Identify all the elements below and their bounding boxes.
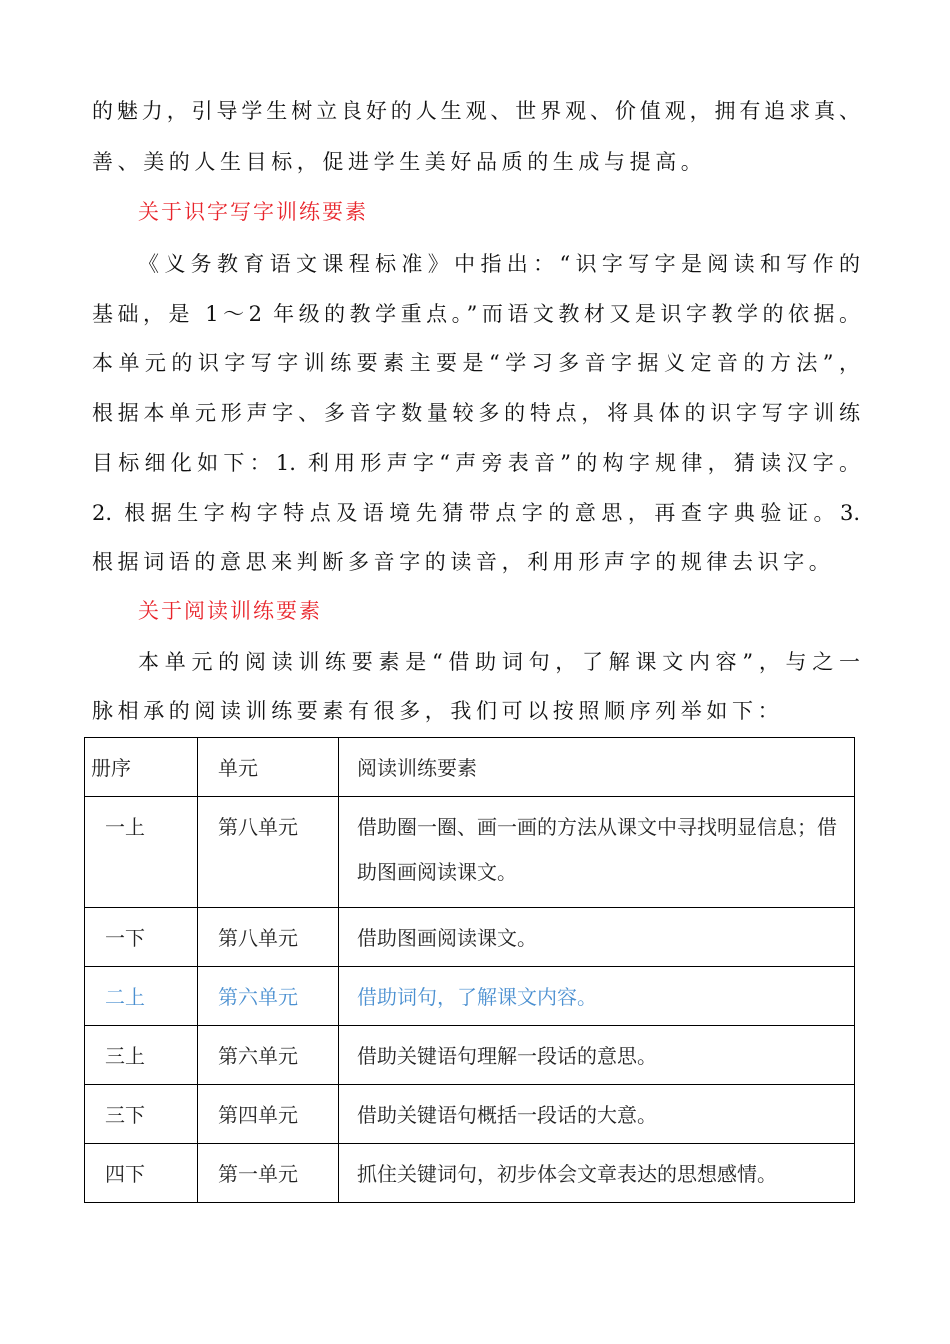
reading-elements-table <box>84 737 855 1203</box>
paragraph-line: 根据本单元形声字、多音字数量较多的特点，将具体的识字写字训练 <box>92 401 860 425</box>
paragraph-line: 《义务教育语文课程标准》中指出：“识字写字是阅读和写作的 <box>138 252 860 276</box>
table-row <box>85 1085 855 1144</box>
table-cell: 第八单元 <box>198 797 339 908</box>
table-row <box>85 797 855 908</box>
paragraph-line: 2. 根据生字构字特点及语境先猜带点字的意思，再查字典验证。3. <box>92 501 860 525</box>
table-cell: 第八单元 <box>198 908 339 967</box>
table-cell: 二上 <box>85 967 198 1026</box>
table-cell: 第六单元 <box>198 1026 339 1085</box>
table-cell: 三下 <box>85 1085 198 1144</box>
paragraph-line: 基础，是 1～2 年级的教学重点。”而语文教材又是识字教学的依据。 <box>92 302 860 326</box>
section-heading-reading: 关于阅读训练要素 <box>138 599 322 623</box>
table-header-cell: 阅读训练要素 <box>339 738 855 797</box>
table-cell: 四下 <box>85 1144 198 1203</box>
paragraph-line: 的魅力，引导学生树立良好的人生观、世界观、价值观，拥有追求真、 <box>92 99 860 123</box>
paragraph-line: 本单元的阅读训练要素是“借助词句，了解课文内容”，与之一 <box>138 650 860 674</box>
table-header-cell: 册序 <box>85 738 198 797</box>
table-cell: 三上 <box>85 1026 198 1085</box>
section-heading-literacy: 关于识字写字训练要素 <box>138 200 368 224</box>
table-cell: 抓住关键词句，初步体会文章表达的思想感情。 <box>339 1144 855 1203</box>
paragraph-line: 善、美的人生目标，促进学生美好品质的生成与提高。 <box>92 150 707 174</box>
table-row <box>85 908 855 967</box>
paragraph-line: 脉相承的阅读训练要素有很多，我们可以按照顺序列举如下： <box>92 699 784 723</box>
table-cell: 借助关键语句概括一段话的大意。 <box>339 1085 855 1144</box>
table-row-highlighted <box>85 967 855 1026</box>
table-cell: 第一单元 <box>198 1144 339 1203</box>
table-cell: 借助词句，了解课文内容。 <box>339 967 855 1026</box>
table-cell: 借助图画阅读课文。 <box>339 908 855 967</box>
table-cell: 第六单元 <box>198 967 339 1026</box>
paragraph-line: 本单元的识字写字训练要素主要是“学习多音字据义定音的方法”， <box>92 351 860 375</box>
table-header-cell: 单元 <box>198 738 339 797</box>
table-cell: 借助圈一圈、画一画的方法从课文中寻找明显信息；借助图画阅读课文。 <box>339 797 855 908</box>
table-cell: 一上 <box>85 797 198 908</box>
table-cell: 第四单元 <box>198 1085 339 1144</box>
table-row <box>85 1026 855 1085</box>
table-row <box>85 1144 855 1203</box>
table-cell: 借助关键语句理解一段话的意思。 <box>339 1026 855 1085</box>
table-cell: 一下 <box>85 908 198 967</box>
paragraph-line: 根据词语的意思来判断多音字的读音，利用形声字的规律去识字。 <box>92 550 835 574</box>
table-header-row <box>85 738 855 797</box>
paragraph-line: 目标细化如下：1. 利用形声字“声旁表音”的构字规律，猜读汉字。 <box>92 451 860 475</box>
